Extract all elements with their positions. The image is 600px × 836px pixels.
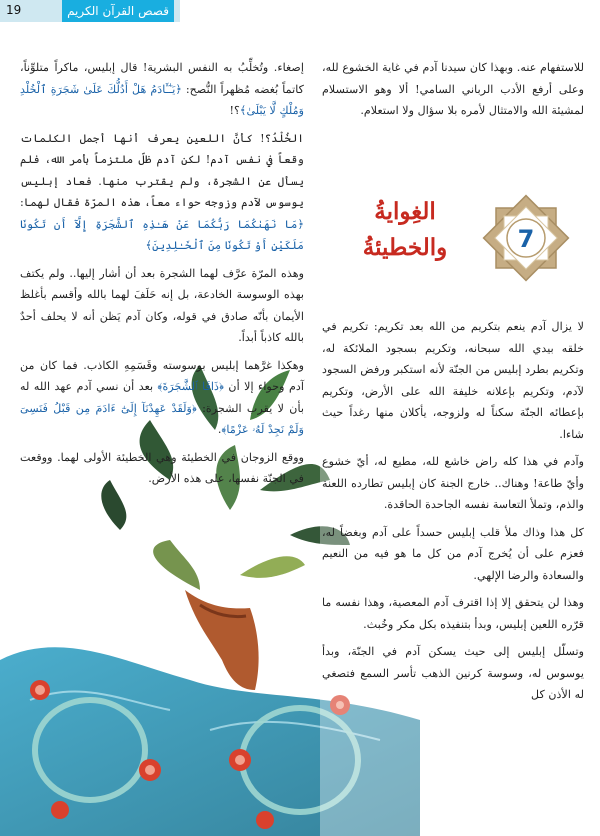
quran-verse: ﴿وَلَقَدْ عَهِدْنَآ إِلَىٰٓ ءَادَمَ مِن قَبْلُ فَنَسِىَ وَلَمْ نَجِدْ لَهُۥ عَزْمًا﴾ bbox=[20, 401, 304, 436]
paragraph bbox=[20, 128, 304, 257]
paragraph: ووقع الزوجان في الخطيئة وهي الخطيئة الأولى لهما. ووقعت في الجنّة نفسها، على هذه الأرض. bbox=[20, 450, 304, 485]
tree-trunk-icon bbox=[185, 590, 259, 690]
text-run: ؟! bbox=[229, 104, 240, 117]
chapter-title-line: والخطيئةُ bbox=[362, 234, 448, 261]
paragraph: وتسلّل إبليس إلى حيث يسكن آدم في الجنّة، وبدأ يوسوس له، وسوسة كرنين الذهب تأسر السمع فتصغي له الأذن كل bbox=[322, 645, 584, 701]
paragraph: لا يزال آدم ينعم بتكريم من الله بعد تكريم: تكريم في خلقه بيدي الله سبحانه، وتكريم بسجود الملائكة له، وتكريم بطرد إبليس من الجنّة لأنه استكبر ورفض السجود لآدم، وتكريم بإعلانه خليفة الله على الأرض، وتكريم بإعطائه الجنّة سكناً له ولزوجه، يأكلان منها رغداً حيث شاءا. bbox=[322, 320, 584, 441]
chapter-title bbox=[332, 194, 478, 266]
quran-verse: ﴿يَـٰٓـَٔادَمُ هَلْ أَدُلُّكَ عَلَىٰ شَجَرَةِ ٱلْخُلْدِ وَمُلْكٍ لَّا يَبْلَىٰ﴾ bbox=[20, 82, 304, 117]
page-number: 19 bbox=[6, 3, 22, 17]
paragraph: وهذا لن يتحقق إلا إذا اقترف آدم المعصية، وهذا نفسه ما قرّره اللعين إبليس، وبدأ بتنفيذه بكل مكر وخُبث. bbox=[322, 596, 584, 631]
right-column-top bbox=[322, 57, 584, 128]
paragraph: وهذه المرّة عرَّف لهما الشجرة بعد أن أشار إليها.. ولم يكتف بهذه الوسوسة الخادعة، بل إنه حَلَفَ لهما بالله وأقسم بأغلظ الأيمان بأنّه صادق في قوله، وكان آدم يَظن أنه لا يحلف أحدٌ بالله كاذباً أبداً. bbox=[20, 266, 304, 344]
text-run: إصغاء. وتُخلِّبُ به النفس البشرية! قال إبليس، ماكراً متلوِّناً، كاتماً بُغضه مُظهراً النُّصح: bbox=[20, 61, 305, 96]
paragraph bbox=[20, 57, 304, 122]
paragraph: للاستفهام عنه. وبهذا كان سيدنا آدم في غاية الخشوع لله، وعلى أرفع الأدب الرباني السامي! ألا وهو الاستسلام لمشيئة الله والامتثال لأمره بلا سؤال ولا استعلام. bbox=[322, 61, 584, 117]
chapter-number: 7 bbox=[517, 225, 535, 253]
text-run: . bbox=[217, 423, 222, 436]
text-run: وهكذا غرَّهما إبليس بوسوسته وقَسَمِهِ الكاذب. فما كان من آدم وحواء إلا أن bbox=[20, 358, 304, 393]
left-column bbox=[20, 57, 304, 496]
chapter-badge bbox=[480, 192, 572, 284]
paragraph: وآدم في هذا كله راض خاشع لله، مطيع له، أيّ خشوع وأيّ طاعة! وهناك.. خارج الجنة كان إبليس تطارده اللعنة والذم، وتملأ التعاسة نفسه الجاحدة الحاقدة. bbox=[322, 455, 584, 511]
quran-verse: ﴿ذَاقَا ٱلشَّجَرَةَ﴾ bbox=[157, 380, 224, 393]
text-run: بعد أن نسي آدم عهد الله له بأن لا يقرب الشجرة: bbox=[20, 380, 305, 415]
right-column-bottom bbox=[322, 316, 584, 712]
paragraph: كل هذا وذاك ملأ قلب إبليس حسداً على آدم وبغضاً له، فعزم على أن يُخرج آدم من كل ما هو فيه من النعيم والسعادة والرضا الإلهي. bbox=[322, 525, 584, 582]
page-header bbox=[0, 0, 600, 22]
paragraph bbox=[20, 355, 304, 441]
chapter-title-line: الغِوايةُ bbox=[374, 198, 436, 225]
book-title: قصص القرآن الكريم bbox=[62, 0, 174, 22]
header-blank bbox=[180, 0, 600, 22]
text-run: الخُلْدُ؟! كأنَّ اللعين يعرف أنها أجمل الكلمات وقعاً في نفس آدم! لكن آدم ظلّ ملتزماً بأمر الله، فلم يسأل عن الشجرة، ولم يقترب منها. فعاد إبليس يوسوس لآدم وزوجه حواء معاً، هذه المرّة فقال لهما: bbox=[20, 131, 304, 209]
quran-verse: ﴿مَا نَهَىٰكُمَا رَبُّكُمَا عَنْ هَـٰذِهِ ٱلشَّجَرَةِ إِلَّآ أَن تَكُونَا مَلَكَيْنِ أَوْ تَكُونَا مِنَ ٱلْخَـٰلِدِينَ﴾ bbox=[20, 217, 304, 252]
